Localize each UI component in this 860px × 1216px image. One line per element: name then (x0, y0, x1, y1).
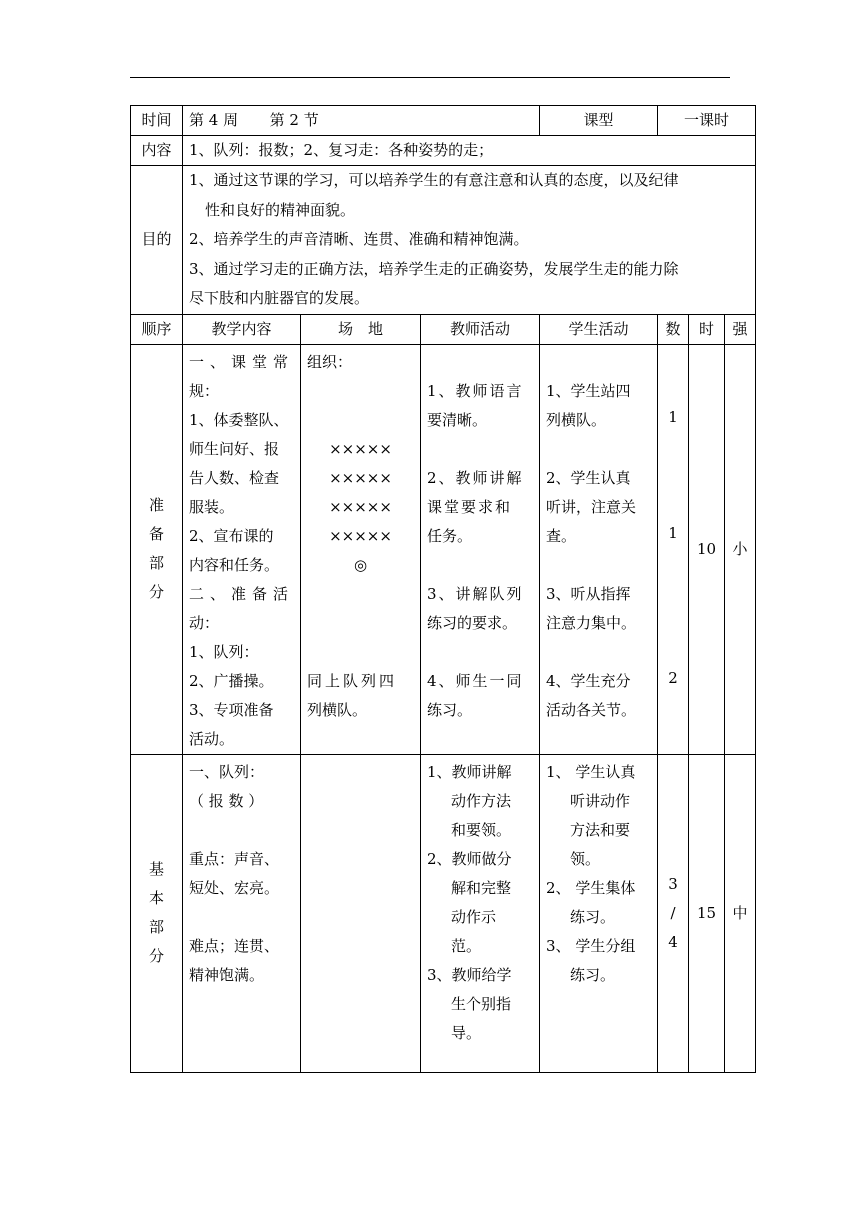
prep-label-char: 准 (148, 496, 164, 514)
prep-content-line: 一、课堂常 (189, 352, 295, 371)
formation-row: ××××× (329, 439, 392, 458)
prep-label-char: 部 (148, 554, 164, 572)
col-intensity: 强 (725, 314, 756, 344)
student-line: 1、学生站四 (546, 381, 631, 400)
time-row (131, 106, 756, 136)
basic-label (131, 754, 183, 1072)
prep-section-row (131, 344, 756, 754)
week-lesson-cell (183, 106, 540, 136)
prep-count (658, 344, 689, 754)
formation-row: ××××× (329, 526, 392, 545)
prep-content-line: 3、专项准备 (189, 700, 274, 719)
prep-content-line: 师生问好、报 (189, 439, 280, 458)
formation-row: ××××× (329, 468, 392, 487)
prep-label-char: 分 (148, 583, 164, 601)
student-line: 2、 学生集体 (546, 878, 636, 897)
lesson-text: 第 2 节 (269, 111, 319, 129)
student-line: 领。 (570, 849, 601, 868)
type-label-cell (540, 106, 658, 136)
goal-text-cell (183, 166, 756, 315)
teacher-line: 动作方法 (451, 791, 512, 810)
student-line: 列横队。 (546, 410, 607, 429)
count-value: 3 (668, 874, 678, 893)
student-line: 2、学生认真 (546, 468, 631, 487)
prep-content-line: 1、队列： (189, 642, 259, 661)
prep-content-line: 2、宣布课的 (189, 526, 274, 545)
prep-content-line: 活动。 (189, 729, 235, 748)
col-teacher: 教师活动 (421, 314, 540, 344)
content-text: 1、队列：报数；2、复习走：各种姿势的走； (183, 136, 756, 166)
count-value: 4 (668, 932, 678, 951)
prep-venue (301, 344, 421, 754)
teacher-line: 范。 (451, 936, 482, 955)
venue-note-line: 列横队。 (307, 700, 368, 719)
prep-content-line: 2、广播操。 (189, 671, 274, 690)
teacher-line: 动作示 (451, 907, 497, 926)
basic-label-char: 本 (148, 889, 164, 907)
goal-row (131, 166, 756, 315)
teacher-line: 导。 (451, 1023, 482, 1042)
basic-content (183, 754, 301, 1072)
student-line: 4、学生充分 (546, 671, 631, 690)
teacher-line: 要清晰。 (427, 410, 488, 429)
col-order: 顺序 (131, 314, 183, 344)
goal-item: 1、通过这节课的学习，可以培养学生的有意注意和认真的态度，以及纪律 (189, 171, 679, 189)
student-line: 练习。 (570, 965, 616, 984)
teacher-line: 练习。 (427, 700, 473, 719)
basic-label-char: 分 (148, 947, 164, 965)
count-value: 2 (668, 668, 678, 687)
goal-item: 2、培养学生的声音清晰、连贯、准确和精神饱满。 (189, 230, 529, 248)
teacher-line: 练习的要求。 (427, 613, 518, 632)
col-count: 数 (658, 314, 689, 344)
student-line: 方法和要 (570, 820, 631, 839)
prep-content-line: 动： (189, 613, 220, 632)
teacher-line: 任务。 (427, 526, 473, 545)
type-label: 课型 (583, 111, 614, 129)
prep-time: 10 (689, 344, 725, 754)
col-venue: 场 地 (301, 314, 421, 344)
teacher-line: 课堂要求和 (427, 497, 513, 516)
basic-label-char: 部 (148, 918, 164, 936)
student-line: 练习。 (570, 907, 616, 926)
teacher-line: 和要领。 (451, 820, 512, 839)
student-line: 查。 (546, 526, 577, 545)
teacher-line: 4、师生一同 (427, 671, 524, 690)
lesson-plan-table (130, 105, 756, 1073)
student-line: 注意力集中。 (546, 613, 637, 632)
prep-content-line: 二、准备活 (189, 584, 295, 603)
basic-content-line: 一、队列： (189, 762, 265, 781)
teacher-line: 2、教师做分 (427, 849, 512, 868)
prep-content-line: 服装。 (189, 497, 235, 516)
prep-intensity: 小 (725, 344, 756, 754)
column-header-row (131, 314, 756, 344)
teacher-line: 2、教师讲解 (427, 468, 524, 487)
goal-item: 性和良好的精神面貌。 (205, 200, 356, 219)
student-line: 听讲动作 (570, 791, 631, 810)
student-line: 3、听从指挥 (546, 584, 631, 603)
teacher-line: 解和完整 (451, 878, 512, 897)
student-line: 活动各关节。 (546, 700, 637, 719)
student-line: 1、 学生认真 (546, 762, 636, 781)
basic-intensity: 中 (725, 754, 756, 1072)
prep-content-line: 规： (189, 381, 220, 400)
col-content: 教学内容 (183, 314, 301, 344)
type-value: 一课时 (658, 106, 756, 136)
basic-content-line: 精神饱满。 (189, 965, 265, 984)
col-time: 时 (689, 314, 725, 344)
basic-label-char: 基 (148, 860, 164, 878)
basic-section-row (131, 754, 756, 1072)
week-text: 第 4 周 (189, 111, 239, 129)
prep-content-line: 告人数、检查 (189, 468, 280, 487)
teacher-line: 1、教师讲解 (427, 762, 512, 781)
basic-venue (301, 754, 421, 1072)
prep-teacher (421, 344, 540, 754)
count-value: / (670, 903, 676, 922)
prep-label-char: 备 (148, 525, 164, 543)
formation-row: ××××× (329, 497, 392, 516)
col-student: 学生活动 (540, 314, 658, 344)
content-label: 内容 (131, 136, 183, 166)
teacher-line: 1、教师语言 (427, 381, 524, 400)
student-line: 3、 学生分组 (546, 936, 636, 955)
prep-content-line: 内容和任务。 (189, 555, 280, 574)
prep-label (131, 344, 183, 754)
basic-teacher (421, 754, 540, 1072)
venue-note-line: 同上队列四 (307, 671, 398, 690)
teacher-line: 3、讲解队列 (427, 584, 524, 603)
basic-content-line: 重点：声音、 (189, 849, 280, 868)
prep-content-line: 1、体委整队、 (189, 410, 289, 429)
basic-time: 15 (689, 754, 725, 1072)
content-row (131, 136, 756, 166)
basic-content-line: （ 报 数 ） (189, 791, 264, 810)
venue-label: 组织： (307, 352, 353, 371)
prep-student (540, 344, 658, 754)
time-label: 时间 (131, 106, 183, 136)
teacher-line: 生个别指 (451, 994, 512, 1013)
student-line: 听讲，注意关 (546, 497, 637, 516)
goal-item: 尽下肢和内脏器官的发展。 (189, 289, 370, 307)
teacher-position-marker: ◎ (353, 555, 368, 574)
count-value: 1 (668, 523, 678, 542)
basic-content-line: 短处、宏亮。 (189, 878, 280, 897)
goal-label: 目的 (131, 166, 183, 315)
teacher-line: 3、教师给学 (427, 965, 512, 984)
goal-item: 3、通过学习走的正确方法，培养学生走的正确姿势，发展学生走的能力除 (189, 259, 679, 278)
prep-content (183, 344, 301, 754)
basic-count (658, 754, 689, 1072)
basic-content-line: 难点；连贯、 (189, 936, 280, 955)
header-rule (130, 77, 730, 78)
basic-student (540, 754, 658, 1072)
count-value: 1 (668, 407, 678, 426)
